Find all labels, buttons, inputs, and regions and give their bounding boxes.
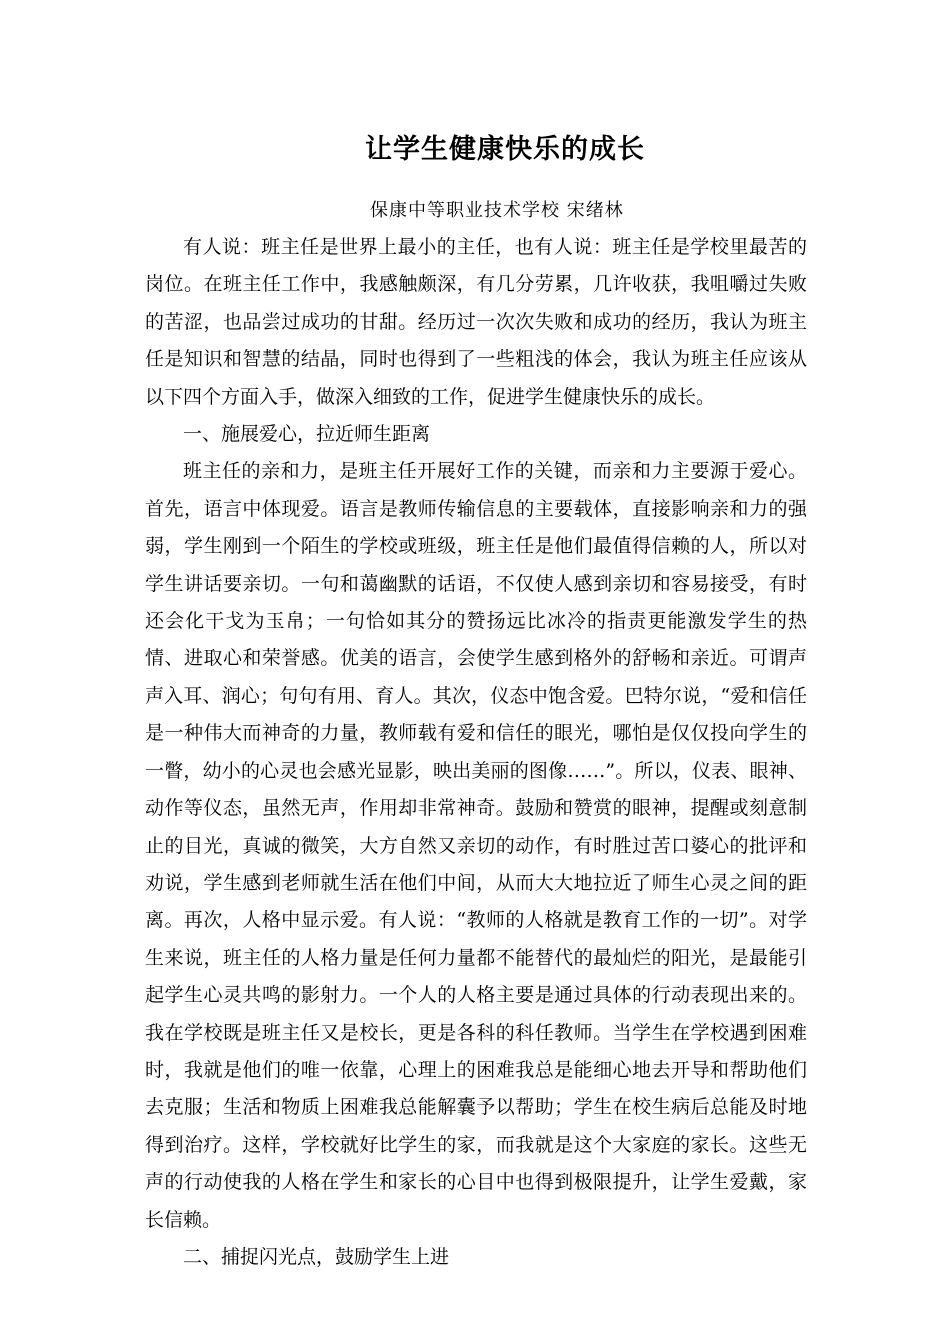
document-title: 让学生健康快乐的成长 [365,134,645,165]
section-1-paragraph: 班主任的亲和力，是班主任开展好工作的关键，而亲和力主要源于爱心。首先，语言中体现爱。语言是教师传输信息的主要载体，直接影响亲和力的强弱，学生刚到一个陌生的学校或班级，班主任是他们最值得信赖的人，所以对学生讲话要亲切。一句和蔼幽默的话语，不仅使人感到亲切和容易接受，有时还会化干戈为玉帛；一句恰如其分的赞扬远比冰冷的指责更能激发学生的热情、进取心和荣誉感。优美的语言，会使学生感到格外的舒畅和亲近。可谓声声入耳、润心；句句有用、育人。其次，仪态中饱含爱。巴特尔说，“爱和信任是一种伟大而神奇的力量，教师载有爱和信任的眼光，哪怕是仅仅投向学生的一瞥，幼小的心灵也会感光显影，映出美丽的图像……”。所以，仪表、眼神、动作等仪态，虽然无声，作用却非常神奇。鼓励和赞赏的眼神，提醒或刻意制止的目光，真诚的微笑，大方自然又亲切的动作，有时胜过苦口婆心的批评和劝说，学生感到老师就生活在他们中间，从而大大地拉近了师生心灵之间的距离。再次，人格中显示爱。有人说：“教师的人格就是教育工作的一切”。对学生来说，班主任的人格力量是任何力量都不能替代的最灿烂的阳光，是最能引起学生心灵共鸣的影射力。一个人的人格主要是通过具体的行动表现出来的。我在学校既是班主任又是校长，更是各科的科任教师。当学生在学校遇到困难时，我就是他们的唯一依靠，心理上的困难我总是能细心地去开导和帮助他们去克服；生活和物质上困难我总能解囊予以帮助；学生在校生病后总能及时地得到治疗。这样，学校就好比学生的家，而我就是这个大家庭的家长。这些无声的行动使我的人格在学生和家长的心目中也得到极限提升，让学生爱戴，家长信赖。 [145,460,807,1231]
section-heading-2: 二、捕捉闪光点，鼓励学生上进 [183,1245,450,1268]
intro-paragraph: 有人说：班主任是世界上最小的主任，也有人说：班主任是学校里最苦的岗位。在班主任工作中，我感触颇深，有几分劳累，几许收获，我咀嚼过失败的苦涩，也品尝过成功的甘甜。经历过一次次失败和成功的经历，我认为班主任是知识和智慧的结晶，同时也得到了一些粗浅的体会，我认为班主任应该从以下四个方面入手，做深入细致的工作，促进学生健康快乐的成长。 [145,236,807,408]
section-heading-1: 一、施展爱心，拉近师生距离 [183,423,431,446]
document-body [145,229,807,1276]
document-author: 保康中等职业技术学校 宋绪林 [370,200,624,221]
